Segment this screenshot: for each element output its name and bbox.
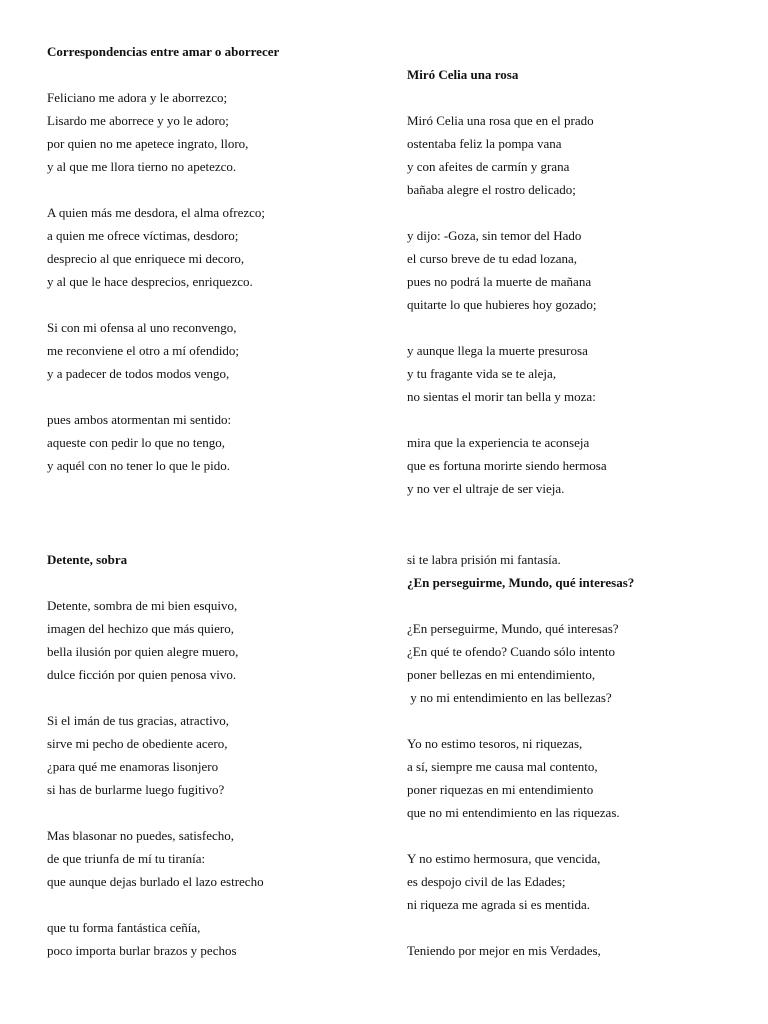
stanza (47, 594, 387, 686)
verse-line: Mas blasonar no puedes, satisfecho, (47, 828, 235, 843)
continuation-line: si te labra prisión mi fantasía. (407, 552, 561, 567)
verse-line: Lisardo me aborrece y yo le adoro; (47, 113, 229, 128)
stanza (47, 86, 387, 178)
verse-line: poner riquezas en mi entendimiento (407, 782, 594, 797)
verse-line: y no mi entendimiento en las bellezas? (407, 690, 612, 705)
verse-line: que tu forma fantástica ceñía, (47, 920, 201, 935)
poem-title: Miró Celia una rosa (407, 67, 519, 82)
stanza (47, 201, 387, 293)
stanza (407, 339, 747, 408)
verse-line: y no ver el ultraje de ser vieja. (407, 481, 565, 496)
verse-line: me reconviene el otro a mí ofendido; (47, 343, 240, 358)
verse-line: y aunque llega la muerte presurosa (407, 343, 588, 358)
verse-line: a sí, siempre me causa mal contento, (407, 759, 598, 774)
poem-title: ¿En perseguirme, Mundo, qué interesas? (407, 575, 635, 590)
verse-line: ni riqueza me agrada si es mentida. (407, 897, 591, 912)
stanza (47, 709, 387, 801)
stanza (407, 617, 747, 709)
poem-title: Detente, sobra (47, 552, 128, 567)
verse-line: imagen del hechizo que más quiero, (47, 621, 234, 636)
stanza (47, 408, 387, 477)
verse-line: ¿para qué me enamoras lisonjero (47, 759, 219, 774)
verse-line: Y no estimo hermosura, que vencida, (407, 851, 601, 866)
stanza (407, 847, 747, 916)
verse-line: ¿En qué te ofendo? Cuando sólo intento (407, 644, 615, 659)
verse-line: Teniendo por mejor en mis Verdades, (407, 943, 601, 958)
verse-line: aqueste con pedir lo que no tengo, (47, 435, 225, 450)
verse-line: pues no podrá la muerte de mañana (407, 274, 592, 289)
verse-line: que aunque dejas burlado el lazo estrecho (47, 874, 264, 889)
verse-line: a quien me ofrece víctimas, desdoro; (47, 228, 239, 243)
verse-line: sirve mi pecho de obediente acero, (47, 736, 228, 751)
verse-line: que es fortuna morirte siendo hermosa (407, 458, 607, 473)
verse-line: ¿En perseguirme, Mundo, qué interesas? (407, 621, 619, 636)
verse-line: que no mi entendimiento en las riquezas. (407, 805, 620, 820)
verse-line: ostentaba feliz la pompa vana (407, 136, 562, 151)
poem-correspondencias (47, 40, 387, 477)
verse-line: mira que la experiencia te aconseja (407, 435, 590, 450)
stanza (407, 939, 747, 962)
verse-line: bella ilusión por quien alegre muero, (47, 644, 239, 659)
stanza (407, 732, 747, 824)
verse-line: y a padecer de todos modos vengo, (47, 366, 230, 381)
verse-line: no sientas el morir tan bella y moza: (407, 389, 596, 404)
verse-line: A quien más me desdora, el alma ofrezco; (47, 205, 266, 220)
verse-line: y aquél con no tener lo que le pido. (47, 458, 231, 473)
verse-line: Miró Celia una rosa que en el prado (407, 113, 594, 128)
verse-line: poner bellezas en mi entendimiento, (407, 667, 596, 682)
verse-line: si has de burlarme luego fugitivo? (47, 782, 225, 797)
verse-line: es despojo civil de las Edades; (407, 874, 566, 889)
stanza (407, 109, 747, 201)
verse-line: y al que me llora tierno no apetezco. (47, 159, 237, 174)
verse-line: bañaba alegre el rostro delicado; (407, 182, 576, 197)
verse-line: desprecio al que enriquece mi decoro, (47, 251, 245, 266)
verse-line: de que triunfa de mí tu tiranía: (47, 851, 206, 866)
verse-line: y con afeites de carmín y grana (407, 159, 570, 174)
poem-en-perseguirme (407, 548, 747, 962)
stanza (47, 824, 387, 893)
verse-line: pues ambos atormentan mi sentido: (47, 412, 232, 427)
verse-line: dulce ficción por quien penosa vivo. (47, 667, 237, 682)
verse-line: Yo no estimo tesoros, ni riquezas, (407, 736, 583, 751)
verse-line: quitarte lo que hubieres hoy gozado; (407, 297, 597, 312)
stanza (47, 916, 387, 962)
verse-line: y al que le hace desprecios, enriquezco. (47, 274, 253, 289)
verse-line: Feliciano me adora y le aborrezco; (47, 90, 228, 105)
poem-title: Correspondencias entre amar o aborrecer (47, 44, 280, 59)
verse-line: el curso breve de tu edad lozana, (407, 251, 578, 266)
poem-miro-celia (407, 63, 747, 500)
stanza (407, 431, 747, 500)
stanza (407, 224, 747, 316)
verse-line: Si con mi ofensa al uno reconvengo, (47, 320, 237, 335)
verse-line: y dijo: -Goza, sin temor del Hado (407, 228, 582, 243)
verse-line: y tu fragante vida se te aleja, (407, 366, 557, 381)
verse-line: poco importa burlar brazos y pechos (47, 943, 237, 958)
verse-line: Detente, sombra de mi bien esquivo, (47, 598, 238, 613)
verse-line: por quien no me apetece ingrato, lloro, (47, 136, 249, 151)
stanza (47, 316, 387, 385)
poem-detente-sombra (47, 548, 387, 962)
verse-line: Si el imán de tus gracias, atractivo, (47, 713, 229, 728)
